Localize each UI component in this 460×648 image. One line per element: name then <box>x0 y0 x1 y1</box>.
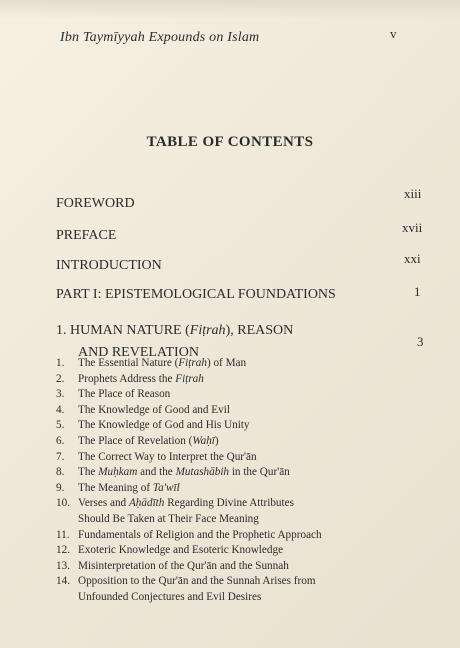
subsection-item: 9. The Meaning of Ta'wīl <box>56 481 180 494</box>
subsection-item: 13. Misinterpretation of the Qur'ān and the Sunnah <box>56 559 289 572</box>
toc-page-part1: 1 <box>414 284 421 299</box>
toc-entry-preface: PREFACE <box>56 228 117 243</box>
toc-page-foreword: xiii <box>404 186 422 201</box>
page-shadow <box>0 0 460 20</box>
subsection-item: 2. Prophets Address the Fiṭrah <box>56 372 204 385</box>
subsection-item: 3. The Place of Reason <box>56 388 171 401</box>
toc-page-introduction: xxi <box>404 251 421 266</box>
page-number: v <box>390 26 397 41</box>
subsection-item: 12. Exoteric Knowledge and Esoteric Knowledge <box>56 544 284 557</box>
subsection-item: 7. The Correct Way to Interpret the Qur'ān <box>56 450 257 463</box>
subsection-item: 6. The Place of Revelation (Waḥī) <box>56 434 219 447</box>
toc-entry-part1: PART I: EPISTEMOLOGICAL FOUNDATIONS <box>56 287 336 302</box>
subsection-list <box>56 356 416 606</box>
subsection-item: 1. The Essential Nature (Fiṭrah) of Man <box>56 357 247 369</box>
subsection-item: 8. The Muḥkam and the Mutashābih in the Qur'ān <box>56 466 290 479</box>
toc-page-preface: xvii <box>402 220 423 235</box>
toc-entry-introduction: INTRODUCTION <box>56 258 162 273</box>
chapter-number: 1. <box>56 323 67 338</box>
toc-title: TABLE OF CONTENTS <box>146 134 314 150</box>
subsection-item: 4. The Knowledge of Good and Evil <box>56 403 230 416</box>
running-header: Ibn Taymīyyah Expounds on Islam <box>60 30 260 45</box>
subsection-item: 11. Fundamentals of Religion and the Prophetic Approach <box>56 528 322 541</box>
toc-page-chapter1: 3 <box>417 334 424 349</box>
chapter-1-title: 1. HUMAN NATURE (Fiṭrah), REASON AND REVELATION <box>56 323 294 360</box>
subsection-item: 14. Opposition to the Qur'ān and the Sunnah Arises from Unfounded Conjectures and Evil Desires <box>56 575 316 603</box>
subsection-item: 5. The Knowledge of God and His Unity <box>56 419 250 432</box>
toc-entry-foreword: FOREWORD <box>56 196 135 211</box>
subsection-item: 10. Verses and Aḥādīth Regarding Divine Attributes Should Be Taken at Their Face Meaning <box>56 497 294 525</box>
